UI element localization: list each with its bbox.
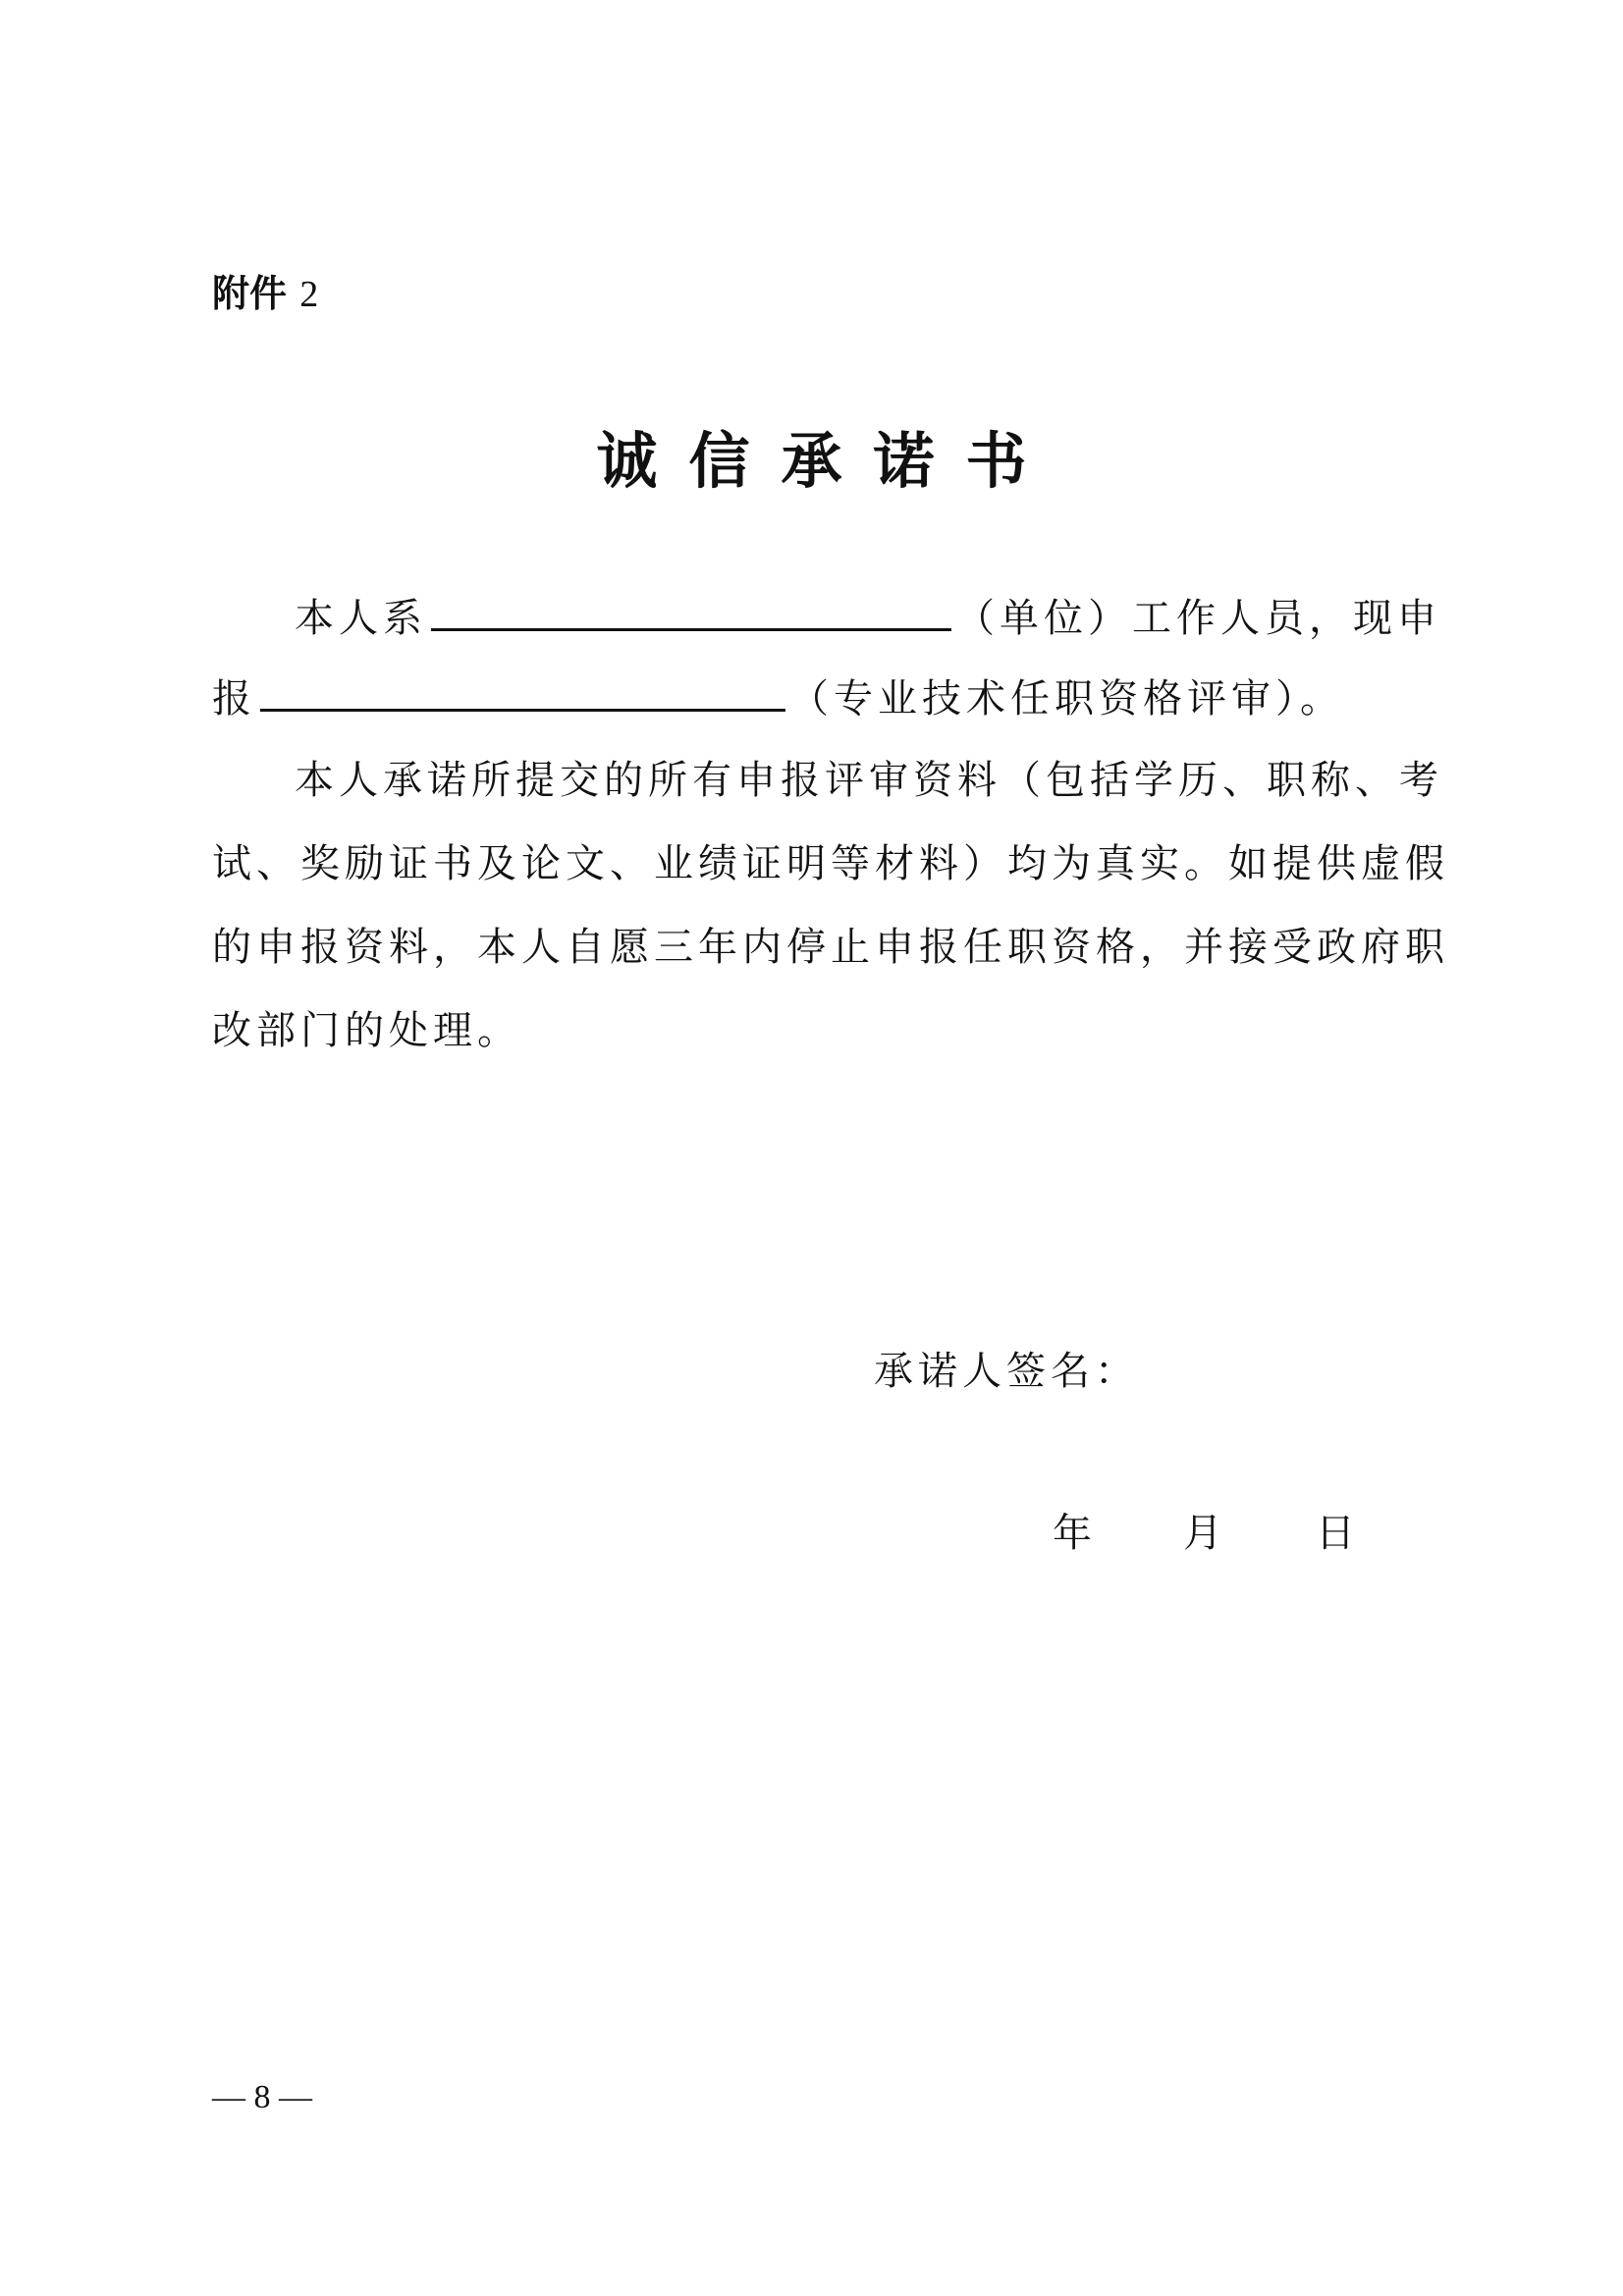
page-number: — 8 — bbox=[212, 2079, 312, 2115]
date-month: 月 bbox=[1183, 1511, 1222, 1556]
qualification-blank-field[interactable] bbox=[260, 679, 785, 712]
attachment-label-text: 附件 bbox=[212, 272, 288, 315]
paragraph2-line2: 试、奖励证书及论文、业绩证明等材料）均为真实。如提供虚假 bbox=[212, 841, 1449, 886]
attachment-label bbox=[212, 263, 318, 317]
unit-blank-field[interactable] bbox=[431, 599, 951, 631]
paragraph2-line4: 改部门的处理。 bbox=[212, 1008, 521, 1053]
document-title: 诚信承诺书 bbox=[596, 425, 1058, 497]
paragraph1-line1 bbox=[295, 596, 1441, 641]
apply-suffix: （专业技术任职资格评审）。 bbox=[789, 676, 1344, 721]
date-day: 日 bbox=[1316, 1511, 1355, 1556]
date-year: 年 bbox=[1053, 1511, 1092, 1556]
paragraph1-line2 bbox=[212, 676, 1344, 721]
paragraph2-line1: 本人承诺所提交的所有申报评审资料（包括学历、职称、考 bbox=[295, 758, 1443, 803]
attachment-number: 2 bbox=[299, 274, 319, 315]
signature-label: 承诺人签名： bbox=[874, 1349, 1139, 1394]
unit-suffix: （单位）工作人员，现申 bbox=[955, 596, 1441, 641]
apply-prefix: 报 bbox=[212, 676, 256, 721]
paragraph2-line3: 的申报资料，本人自愿三年内停止申报任职资格，并接受政府职 bbox=[212, 925, 1449, 970]
unit-prefix: 本人系 bbox=[295, 596, 427, 641]
